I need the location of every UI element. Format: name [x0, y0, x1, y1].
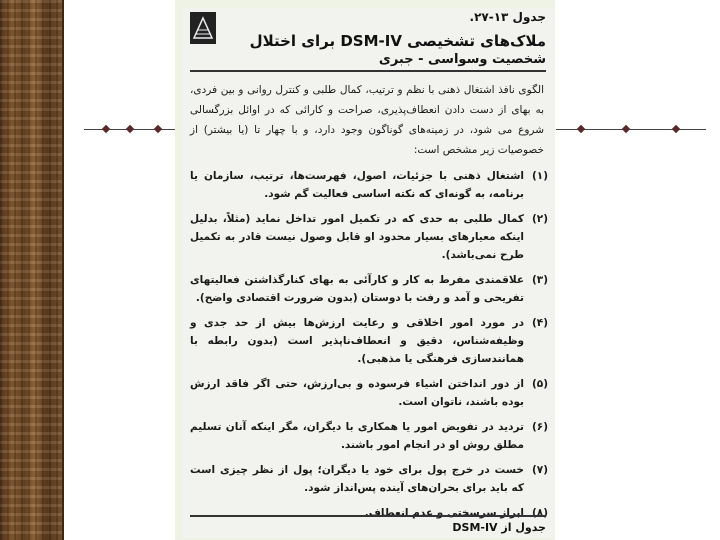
item-text: علاقمندی مفرط به کار و کارآئی به بهای کنارگذاشتن فعالیتهای تفریحی و آمد و رفت با دوستان (بدون ضرورت اقتصادی واضح).: [190, 274, 524, 304]
table-source-footer: جدول از DSM-IV: [190, 515, 546, 534]
item-text: در مورد امور اخلاقی و رعایت ارزش‌ها بیش از حد جدی و وظیفه‌شناس، دقیق و انعطاف‌ناپذیر است (بدون رابطه با همانندسازی فرهنگی یا مذهبی).: [190, 317, 524, 365]
table-title: ملاک‌های تشخیصی DSM-IV برای اختلال: [249, 32, 546, 50]
list-item: [190, 461, 548, 497]
ornament-dot: [577, 125, 585, 133]
criteria-list: [190, 167, 548, 522]
item-text: ابراز سرسختی و عدم انعطاف.: [364, 507, 524, 519]
table-subtitle: شخصیت وسواسی - جبری: [378, 52, 546, 67]
table-header: [190, 8, 546, 72]
item-number: (۴): [531, 317, 548, 329]
item-text: تردید در تفویض امور یا همکاری با دیگران، مگر اینکه آنان تسلیم مطلق روش او در انجام امور باشند.: [190, 421, 524, 451]
item-number: (۳): [531, 274, 548, 286]
ornament-dot: [622, 125, 630, 133]
item-number: (۸): [531, 507, 548, 519]
ornament-dot: [126, 125, 134, 133]
list-item: [190, 418, 548, 454]
item-number: (۱): [531, 170, 548, 182]
item-number: (۲): [531, 213, 548, 225]
list-item: [190, 375, 548, 411]
scanned-document-page: [182, 8, 554, 538]
intro-paragraph: الگوی نافذ اشتغال ذهنی با نظم و ترتیب، کمال طلبی و کنترل روانی و بین فردی، به بهای از دست دادن انعطاف‌پذیری، صراحت و کارائی که در اوائل بزرگسالی شروع می شود، در زمینه‌های گوناگون وجود دارد، و با چهار تا (یا بیشتر) از خصوصیات زیر مشخص است:: [190, 84, 544, 156]
item-number: (۶): [531, 421, 548, 433]
item-text: کمال طلبی به حدی که در تکمیل امور تداخل نماید (مثلاً، بدلیل اینکه معیارهای بسیار محدود او قابل وصول نیست قادر به تکمیل طرح نمی‌باشد).: [190, 213, 524, 261]
pyramid-logo-icon: [190, 12, 216, 44]
decorative-wood-sidebar: [0, 0, 64, 540]
table-number: جدول ۱۳-۲۷.: [469, 10, 546, 24]
list-item: [190, 314, 548, 368]
item-number: (۵): [531, 378, 548, 390]
list-item: [190, 271, 548, 307]
item-text: اشتغال ذهنی با جزئیات، اصول، فهرست‌ها، ترتیب، سازمان یا برنامه، به گونه‌ای که نکته اساسی فعالیت گم شود.: [190, 170, 524, 200]
ornament-dot: [672, 125, 680, 133]
list-item: [190, 167, 548, 203]
item-text: از دور انداختن اشیاء فرسوده و بی‌ارزش، حتی اگر فاقد ارزش بوده باشند، ناتوان است.: [190, 378, 524, 408]
ornament-dot: [102, 125, 110, 133]
item-number: (۷): [531, 464, 548, 476]
list-item: [190, 210, 548, 264]
item-text: خست در خرج پول برای خود یا دیگران؛ پول از نظر چیزی است که باید برای بحران‌های آینده پس‌انداز شود.: [190, 464, 524, 494]
ornament-dot: [154, 125, 162, 133]
